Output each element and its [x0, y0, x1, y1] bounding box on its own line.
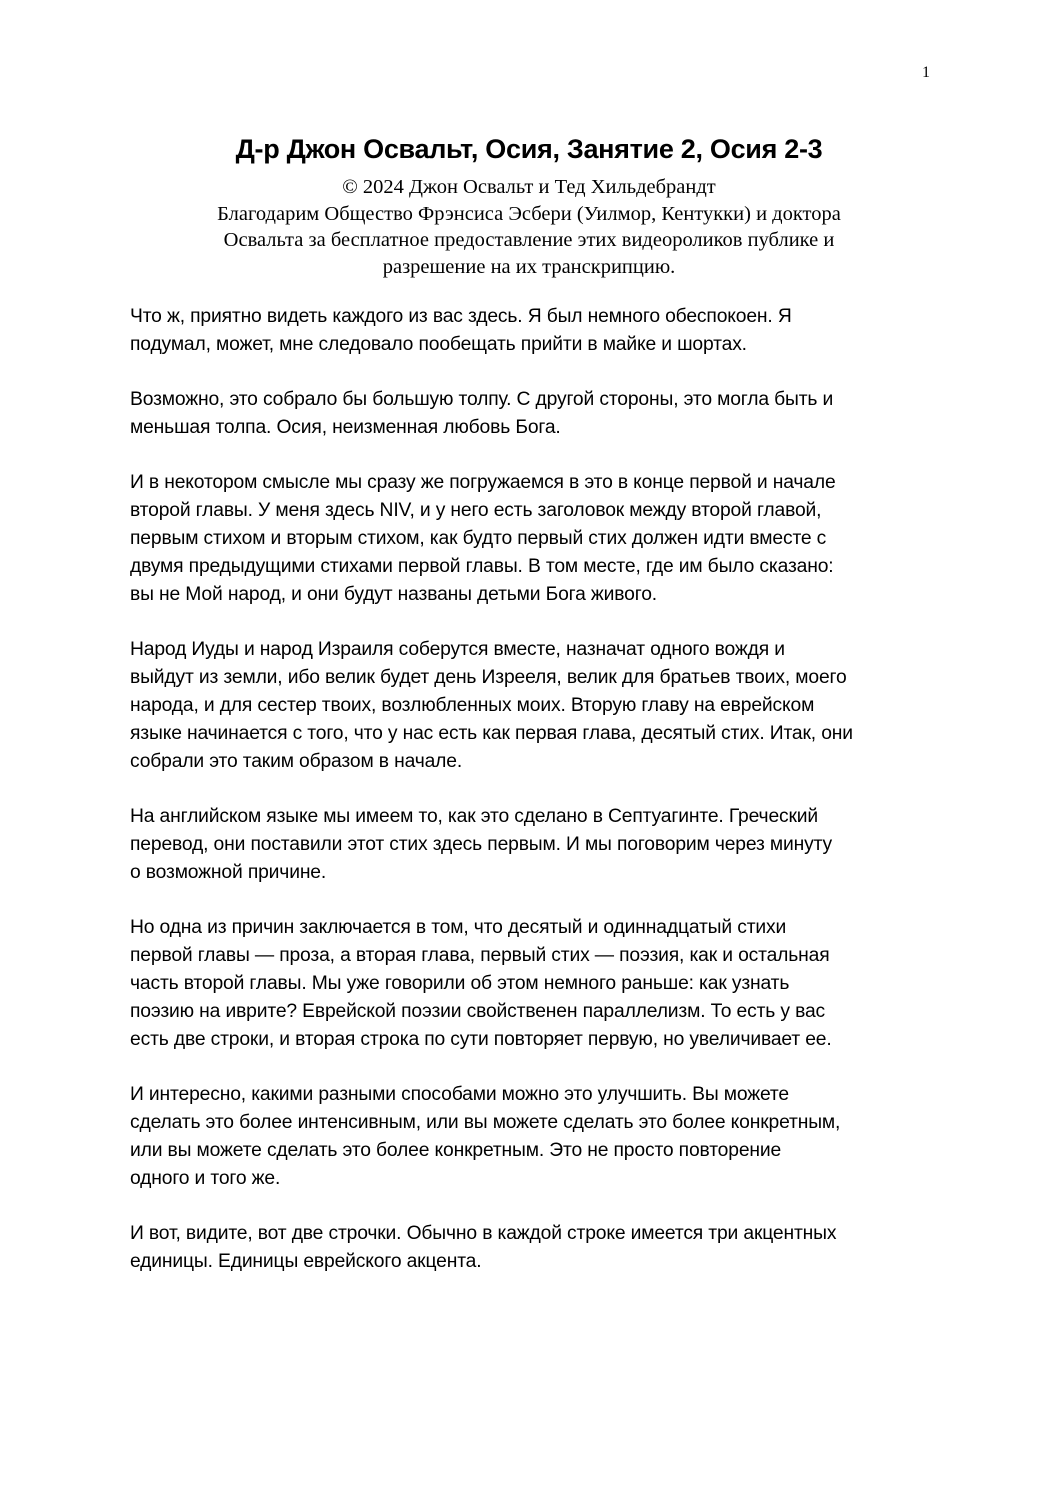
paragraph [130, 636, 950, 776]
paragraph-line: есть две строки, и вторая строка по сути повторяет первую, но увеличивает ее. [130, 1029, 832, 1050]
document-body [130, 303, 950, 1303]
paragraph-line: поэзию на иврите? Еврейской поэзии свойственен параллелизм. То есть у вас [130, 1001, 826, 1022]
paragraph [130, 1081, 950, 1193]
paragraph-line: собрали это таким образом в начале. [130, 751, 463, 772]
acknowledgement-line: Благодарим Общество Фрэнсиса Эсбери (Уилмор, Кентукки) и доктора [217, 202, 841, 225]
paragraph [130, 803, 950, 887]
paragraph-line: часть второй главы. Мы уже говорили об этом немного раньше: как узнать [130, 973, 790, 994]
paragraph-line: Что ж, приятно видеть каждого из вас здесь. Я был немного обеспокоен. Я [130, 306, 792, 327]
paragraph-line: перевод, они поставили этот стих здесь первым. И мы поговорим через минуту [130, 834, 833, 855]
paragraph-line: меньшая толпа. Осия, неизменная любовь Бога. [130, 417, 561, 438]
paragraph-line: И вот, видите, вот две строчки. Обычно в каждой строке имеется три акцентных [130, 1223, 837, 1244]
subtitle-block [0, 174, 1058, 280]
paragraph-line: И в некотором смысле мы сразу же погружаемся в это в конце первой и начале [130, 472, 836, 493]
paragraph-line: первым стихом и вторым стихом, как будто первый стих должен идти вместе с [130, 528, 827, 549]
paragraph-line: или вы можете сделать это более конкретным. Это не просто повторение [130, 1140, 782, 1161]
page-number: 1 [922, 64, 930, 81]
paragraph [130, 469, 950, 609]
paragraph-line: языке начинается с того, что у нас есть как первая глава, десятый стих. Итак, они [130, 723, 853, 744]
paragraph-line: одного и того же. [130, 1168, 281, 1189]
paragraph-line: Возможно, это собрало бы большую толпу. С другой стороны, это могла быть и [130, 389, 834, 410]
acknowledgement-line: Освальта за бесплатное предоставление этих видеороликов публике и [223, 229, 835, 251]
paragraph-line: народа, и для сестер твоих, возлюбленных моих. Вторую главу на еврейском [130, 695, 815, 716]
paragraph-line: выйдут из земли, ибо велик будет день Изрееля, велик для братьев твоих, моего [130, 667, 847, 688]
paragraph-line: подумал, может, мне следовало пообещать прийти в майке и шортах. [130, 334, 747, 355]
paragraph-line: сделать это более интенсивным, или вы можете сделать это более конкретным, [130, 1112, 841, 1133]
paragraph-line: второй главы. У меня здесь NIV, и у него есть заголовок между второй главой, [130, 500, 822, 521]
paragraph-line: Народ Иуды и народ Израиля соберутся вместе, назначат одного вождя и [130, 639, 785, 660]
paragraph-line: первой главы — проза, а вторая глава, первый стих — поэзия, как и остальная [130, 945, 830, 966]
paragraph-line: Но одна из причин заключается в том, что десятый и одиннадцатый стихи [130, 917, 787, 938]
copyright-line: © 2024 Джон Освальт и Тед Хильдебрандт [342, 176, 716, 198]
document-title: Д-р Джон Освальт, Осия, Занятие 2, Осия 2-3 [235, 134, 823, 164]
paragraph-line: вы не Мой народ, и они будут названы детьми Бога живого. [130, 584, 657, 605]
paragraph-line: И интересно, какими разными способами можно это улучшить. Вы можете [130, 1084, 789, 1105]
paragraph-line: единицы. Единицы еврейского акцента. [130, 1251, 482, 1272]
paragraph [130, 914, 950, 1054]
paragraph [130, 303, 950, 359]
paragraph [130, 1220, 950, 1276]
paragraph [130, 386, 950, 442]
paragraph-line: двумя предыдущими стихами первой главы. В том месте, где им было сказано: [130, 556, 834, 577]
acknowledgement-line: разрешение на их транскрипцию. [382, 255, 676, 278]
paragraph-line: На английском языке мы имеем то, как это сделано в Септуагинте. Греческий [130, 806, 819, 827]
paragraph-line: о возможной причине. [130, 862, 327, 883]
